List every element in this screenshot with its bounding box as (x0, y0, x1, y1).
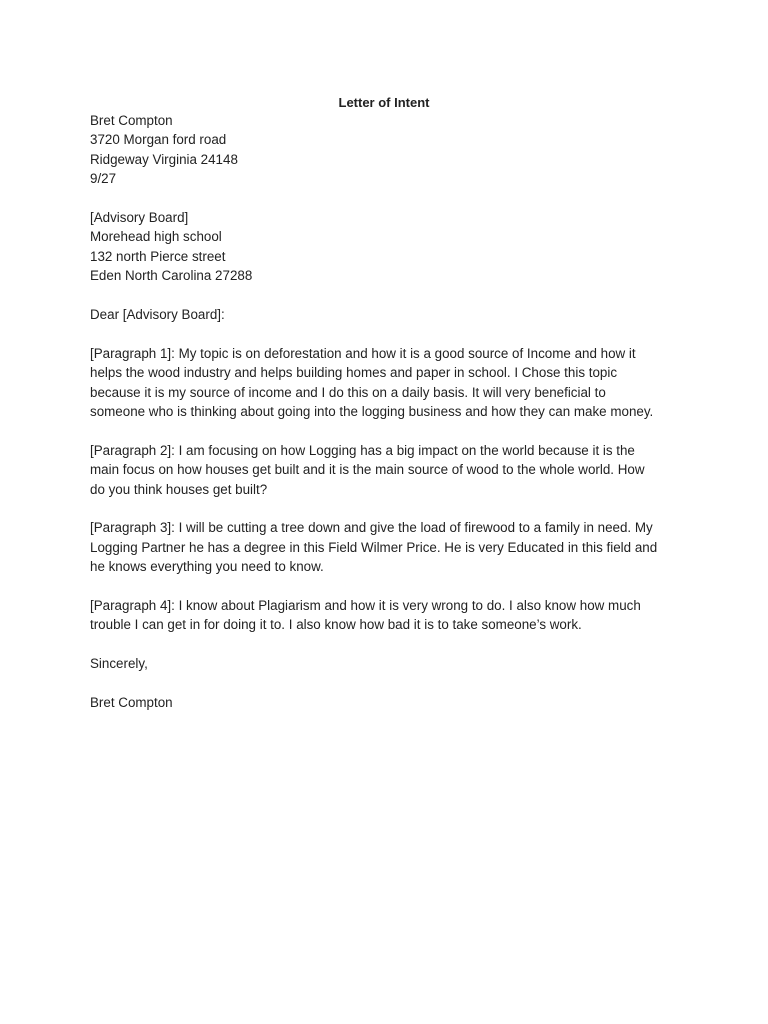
paragraph-line: [Paragraph 3]: I will be cutting a tree down and give the load of firewood to a family in need. My (90, 520, 653, 536)
paragraph-line: someone who is thinking about going into the logging business and how they can make money. (90, 404, 654, 420)
recipient-street: 132 north Pierce street (90, 248, 226, 264)
paragraph-4 (90, 596, 700, 635)
spacer (90, 577, 700, 596)
spacer (90, 635, 700, 654)
paragraph-1 (90, 344, 700, 422)
spacer (90, 286, 700, 305)
paragraph-line: helps the wood industry and helps building homes and paper in school. I Chose this topic (90, 365, 618, 381)
paragraph-line: he knows everything you need to know. (90, 559, 324, 575)
sender-city-state-zip: Ridgeway Virginia 24148 (90, 151, 238, 167)
spacer (90, 189, 700, 208)
recipient-city-state-zip: Eden North Carolina 27288 (90, 268, 253, 284)
paragraph-line: [Paragraph 2]: I am focusing on how Logging has a big impact on the world because it is the (90, 442, 635, 458)
paragraph-line: trouble I can get in for doing it to. I also know how bad it is to take someone’s work. (90, 617, 582, 633)
spacer (90, 674, 700, 693)
sender-name: Bret Compton (90, 113, 173, 128)
recipient-name: [Advisory Board] (90, 210, 189, 226)
paragraph-2 (90, 441, 700, 499)
paragraph-line: do you think houses get built? (90, 481, 268, 497)
sender-block (90, 111, 700, 189)
paragraph-line: [Paragraph 4]: I know about Plagiarism and how it is very wrong to do. I also know how much (90, 598, 641, 614)
letter-date: 9/27 (90, 171, 117, 187)
spacer (90, 499, 700, 518)
recipient-organization: Morehead high school (90, 229, 222, 245)
paragraph-line: main focus on how houses get built and it is the main source of wood to the whole world. How (90, 462, 645, 478)
paragraph-line: because it is my source of income and I do this on a daily basis. It will very beneficial to (90, 384, 606, 400)
spacer (90, 421, 700, 440)
closing: Sincerely, (90, 656, 148, 672)
sender-street: 3720 Morgan ford road (90, 132, 227, 148)
document-title: Letter of Intent (338, 95, 430, 110)
paragraph-line: [Paragraph 1]: My topic is on deforestation and how it is a good source of Income and how it (90, 345, 636, 361)
recipient-block (90, 208, 700, 286)
paragraph-3 (90, 518, 700, 576)
salutation: Dear [Advisory Board]: (90, 307, 225, 323)
signature: Bret Compton (90, 695, 173, 711)
letter-body (90, 111, 700, 712)
paragraph-line: Logging Partner he has a degree in this Field Wilmer Price. He is very Educated in this field and (90, 539, 658, 555)
spacer (90, 324, 700, 343)
